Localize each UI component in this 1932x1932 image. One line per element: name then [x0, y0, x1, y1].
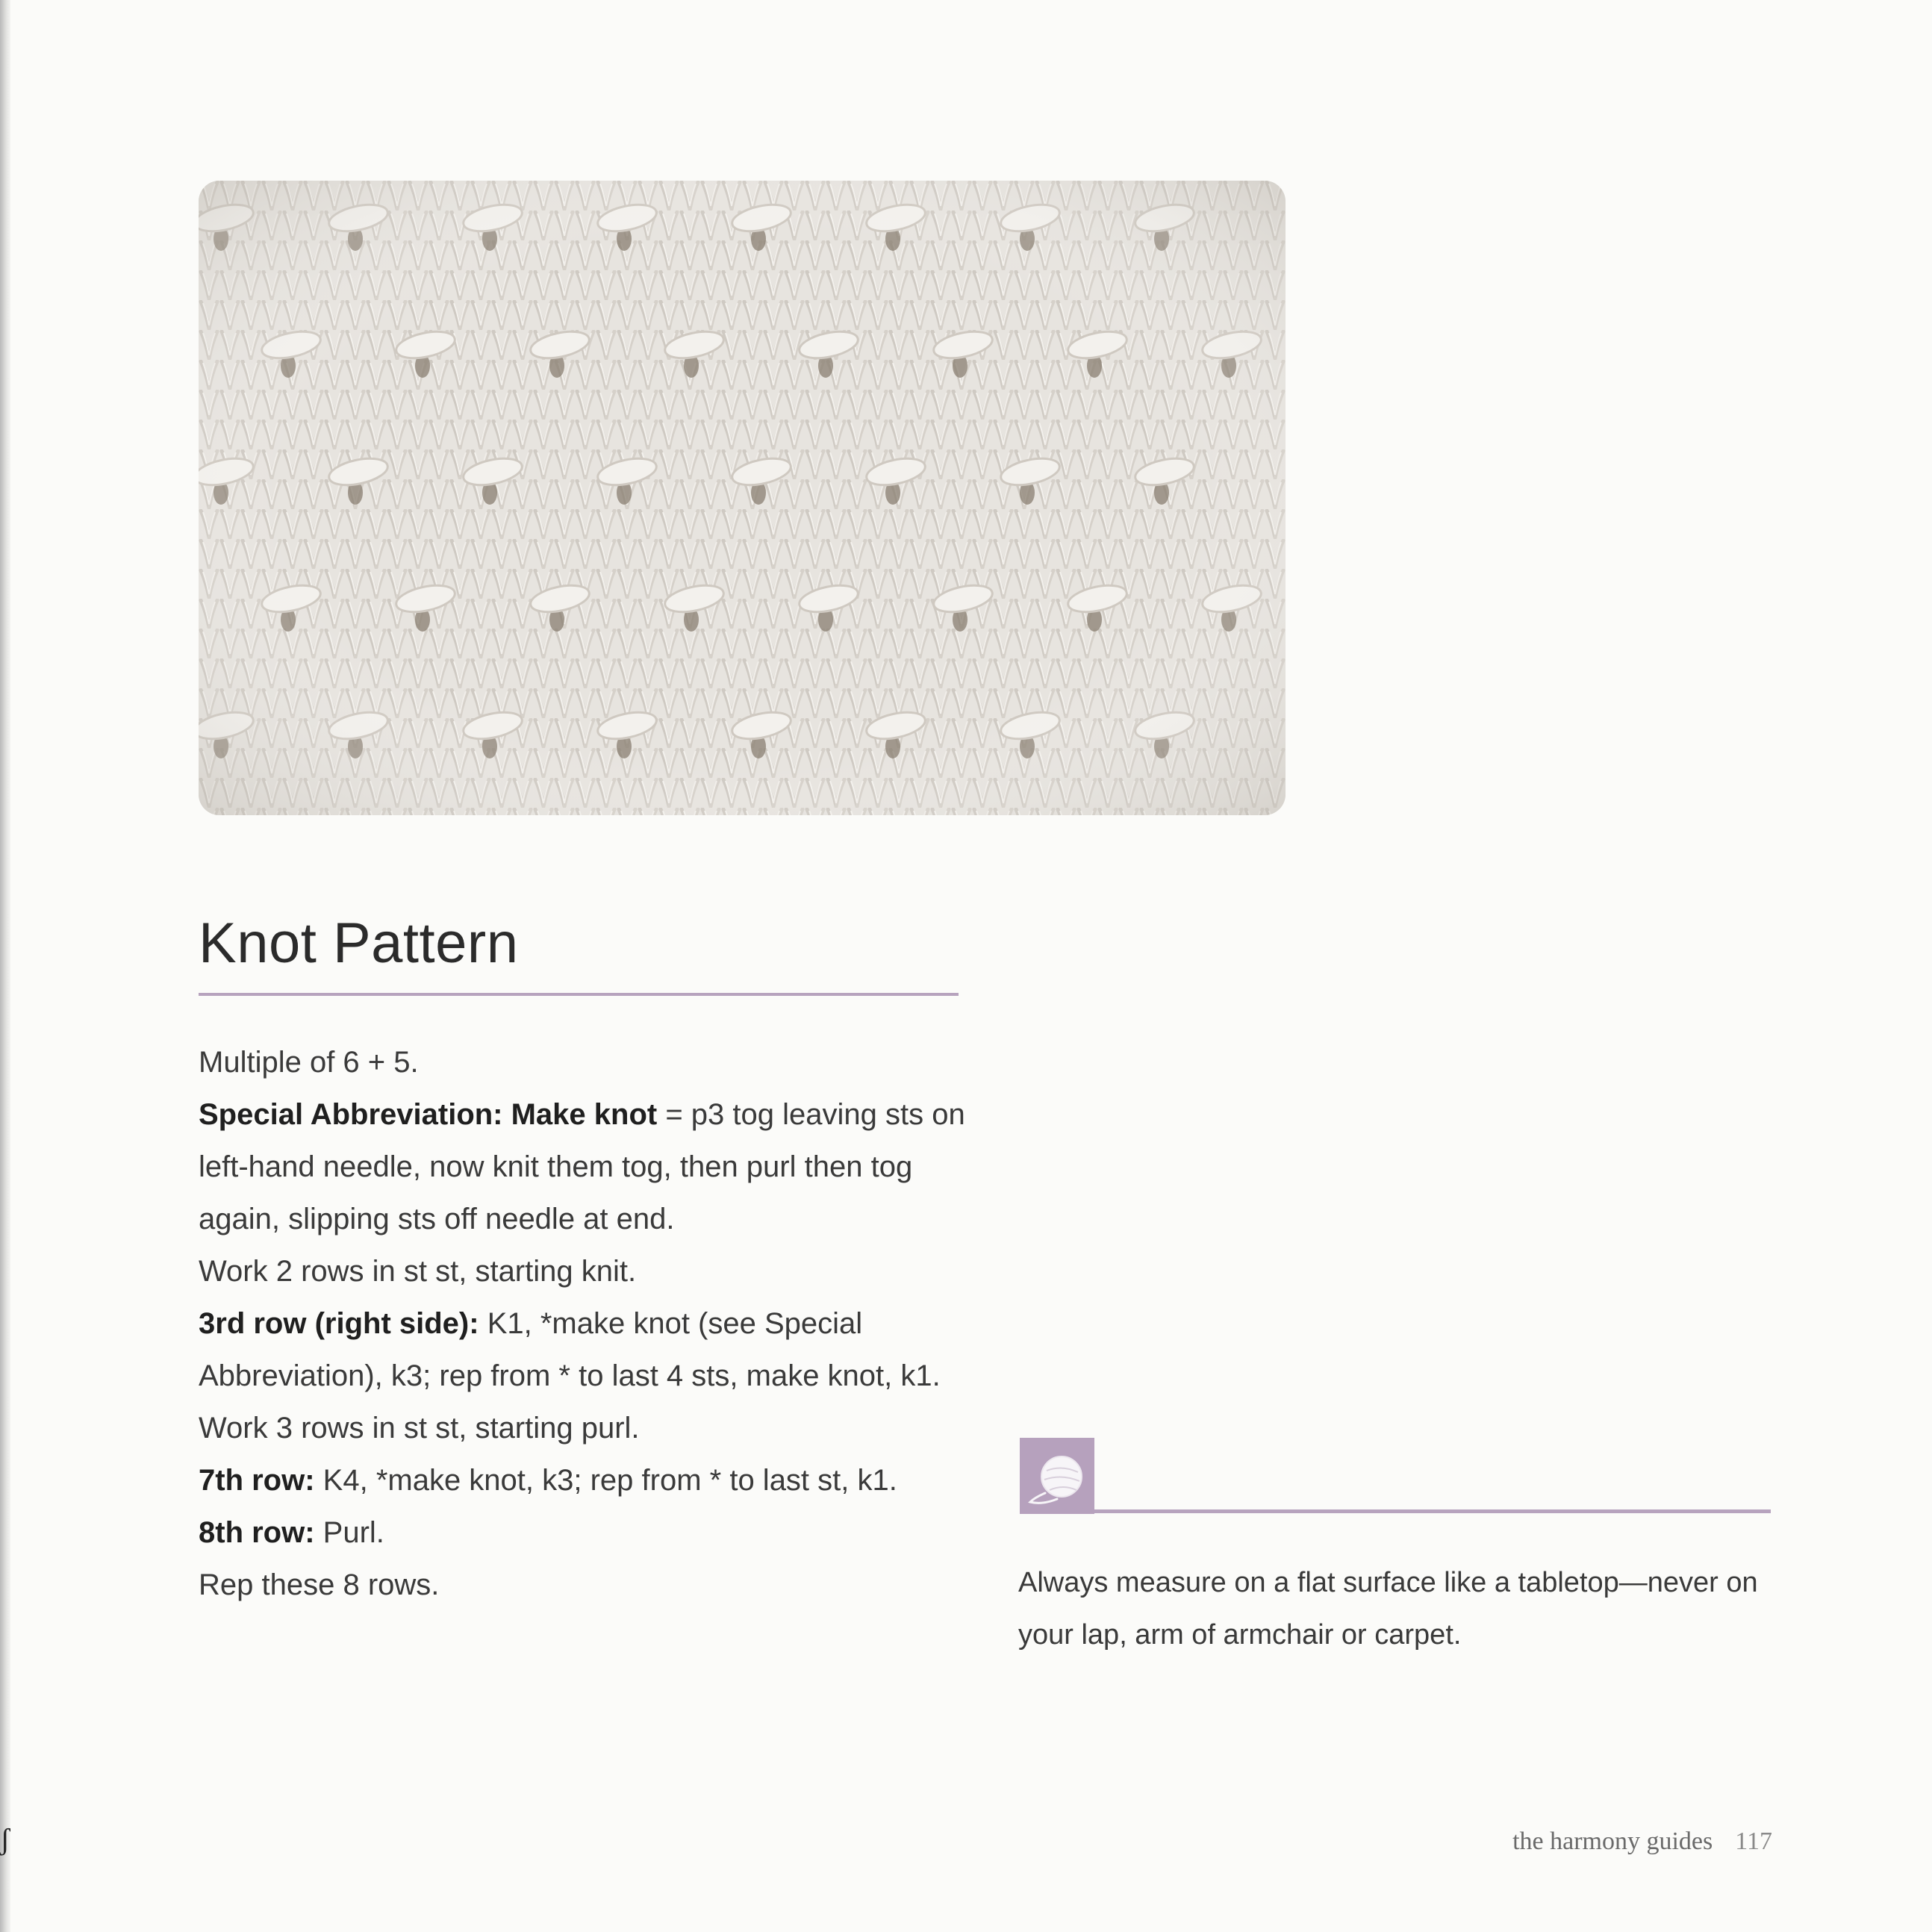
- page-footer: [1492, 1827, 1772, 1856]
- title-divider: [199, 993, 959, 996]
- instruction-text: Work 3 rows in st st, starting purl.: [199, 1412, 640, 1445]
- instruction-text: Rep these 8 rows.: [199, 1568, 440, 1601]
- book-title: the harmony guides: [1512, 1827, 1713, 1855]
- instruction-text: Purl.: [314, 1516, 384, 1549]
- instruction-label: Special Abbreviation: Make knot: [199, 1098, 658, 1131]
- instruction-text: Multiple of 6 + 5.: [199, 1046, 419, 1079]
- instruction-label: 3rd row (right side):: [199, 1307, 479, 1340]
- instruction-text: K4, *make knot, k3; rep from * to last st, k1.: [314, 1464, 897, 1497]
- knit-swatch-photo: [199, 181, 1286, 815]
- tip-divider: [1094, 1509, 1771, 1513]
- knit-texture: [199, 181, 1286, 815]
- edge-mark: ʃ: [0, 1822, 10, 1856]
- instruction-line: [199, 1088, 975, 1245]
- instruction-line: [199, 1559, 975, 1611]
- instruction-text: K1, *make knot (see Special Abbreviation), k3; rep from * to last 4 sts, make knot, k1.: [199, 1307, 941, 1392]
- instruction-line: [199, 1036, 975, 1088]
- page-number: 117: [1735, 1827, 1772, 1855]
- instruction-label: 7th row:: [199, 1464, 315, 1497]
- instruction-text: = p3 tog leaving sts on left-hand needle, now knit them tog, then purl then tog again, slipping sts off needle at end.: [199, 1098, 965, 1235]
- page-binding-edge: [0, 0, 10, 1932]
- pattern-title: Knot Pattern: [199, 912, 519, 975]
- instruction-line: [199, 1245, 975, 1297]
- instruction-text: Work 2 rows in st st, starting knit.: [199, 1255, 637, 1288]
- instruction-line: [199, 1402, 975, 1454]
- instruction-line: [199, 1506, 975, 1559]
- instruction-label: 8th row:: [199, 1516, 315, 1549]
- tip-text: Always measure on a flat surface like a tabletop—never on your lap, arm of armchair or carpet.: [1018, 1567, 1758, 1651]
- yarn-ball-icon: [1020, 1438, 1094, 1514]
- instruction-line: [199, 1454, 975, 1506]
- pattern-instructions: [199, 1036, 975, 1611]
- instruction-line: [199, 1297, 975, 1402]
